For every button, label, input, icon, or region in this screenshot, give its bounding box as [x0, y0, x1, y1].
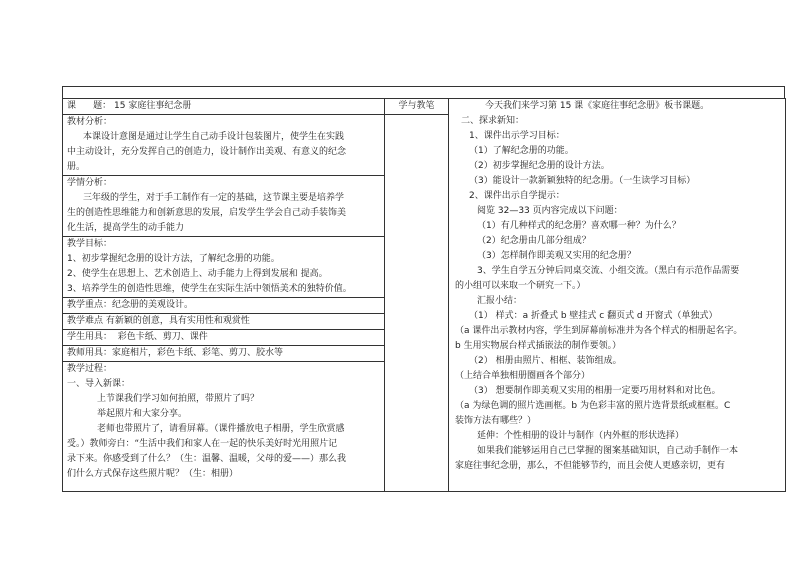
focus-cell — [63, 298, 385, 314]
process-line: 举起照片和大家分享。 — [97, 409, 188, 419]
procedure-line: 家庭往事纪念册，那么，不但能够节约，而且会使人更感亲切，更有 — [455, 461, 726, 471]
student-tools-cell — [63, 330, 385, 346]
process-line: 们什么方式保存这些照片呢？（生：相册） — [67, 469, 239, 479]
process-line: 上节课我们学习如何拍照，带照片了吗？ — [97, 394, 260, 404]
teacher-tools-cell — [63, 346, 385, 362]
procedure-line: （3）怎样制作即美观又实用的纪念册？ — [477, 251, 636, 261]
goal-item: 2、使学生在思想上、艺术创造上、动手能力上得到发展和 提高。 — [67, 269, 328, 279]
procedure-line: 汇报小结： — [477, 296, 523, 306]
lesson-title: 15 家庭往事纪念册 — [114, 101, 192, 111]
title-label: 课 题： — [67, 101, 112, 111]
analysis-heading: 教材分析： — [67, 117, 113, 127]
teaching-difficulty: 教学难点 有新颖的创意，具有实用性和观赏性 — [67, 316, 250, 326]
goals-cell — [63, 237, 385, 298]
teacher-tools: 教师用具：家庭相片，彩色卡纸、彩笔、剪刀、胶水等 — [67, 348, 284, 358]
procedure-line: 的小组可以来取一个研究一下。） — [455, 281, 586, 291]
learner-heading: 学情分析： — [67, 178, 113, 188]
notes-header: 学与教笔 — [398, 101, 435, 111]
procedure-line: 2、课件出示自学提示： — [469, 191, 565, 201]
procedure-line: （a 为绿色调的照片选画框。b 为色彩丰富的照片选背景纸或框框。C — [455, 401, 731, 411]
process-cell — [63, 362, 385, 492]
procedure-line: 3、学生自学五分钟后同桌交流、小组交流。（黑白有示范作品需要 — [477, 266, 740, 276]
student-tools: 学生用具： 彩色卡纸、剪刀、课件 — [67, 332, 208, 342]
procedure-line: 延伸：个性相册的设计与制作（内外框的形状选择） — [477, 431, 685, 441]
procedure-line: （2）初步掌握纪念册的设计方法。 — [469, 161, 610, 171]
procedure-line: 二、探求新知： — [461, 116, 525, 126]
process-line: 一、导入新课： — [67, 379, 131, 389]
process-line: 老师也带照片了，请看屏幕。（课件播放电子相册，学生欣赏感 — [97, 424, 345, 434]
procedure-line: 1、课件出示学习目标： — [469, 131, 565, 141]
analysis-line: 中主动设计，充分发挥自己的创造力，设计制作出美观、有意义的纪念 — [67, 147, 347, 157]
right-content — [455, 99, 781, 474]
process-line: 录下来。你感受到了什么？（生：温馨、温暖，父母的爱——）那么我 — [67, 454, 347, 464]
procedure-line: （3）能设计一款新颖独特的纪念册。（一生读学习目标） — [469, 176, 696, 186]
teaching-focus: 教学重点：纪念册的美观设计。 — [67, 300, 194, 310]
goal-item: 3、培养学生的创造性思维，使学生在实际生活中领悟美术的独特价值。 — [67, 284, 352, 294]
header-row — [62, 86, 785, 98]
procedure-line: （上结合单独相册圈画各个部分） — [455, 371, 591, 381]
lesson-plan-table — [62, 98, 786, 492]
goals-heading: 教学目标： — [67, 239, 113, 249]
procedure-line: 今天我们来学习第 15 课《家庭往事纪念册》板书课题。 — [485, 101, 710, 111]
notes-header-cell — [385, 99, 449, 115]
procedure-line: 阅览 32—33 页内容完成以下问题： — [477, 206, 623, 216]
procedure-line: b 生用实物展台样式插嵌法的制作要领。） — [455, 341, 622, 351]
right-content-cell — [449, 99, 786, 492]
difficulty-cell — [63, 314, 385, 330]
learner-line: 生的创造性思维能力和创新意思的发展，启发学生学会自己动手装饰美 — [67, 208, 347, 218]
procedure-line: （a 课件出示教材内容，学生到屏幕前标准并为各个样式的相册起名字。 — [455, 326, 743, 336]
analysis-line: 册。 — [67, 162, 86, 172]
process-heading: 教学过程： — [67, 364, 113, 374]
procedure-line: 装饰方法有哪些？） — [455, 416, 537, 426]
procedure-line: （3） 想要制作即美观又实用的相册一定要巧用材料和对比色。 — [469, 386, 721, 396]
procedure-line: （2）纪念册由几部分组成？ — [477, 236, 591, 246]
title-cell — [63, 99, 385, 115]
goal-item: 1、初步掌握纪念册的设计方法，了解纪念册的功能。 — [67, 254, 280, 264]
analysis-line: 本课设计意图是通过让学生自己动手设计包装图片，使学生在实践 — [83, 132, 345, 142]
notes-column — [385, 115, 449, 492]
learner-line: 化生活，提高学生的动手能力 — [67, 223, 185, 233]
learner-line: 三年级的学生，对于手工制作有一定的基础，这节课主要是培养学 — [83, 193, 345, 203]
procedure-line: （2） 相册由照片、相框、装饰组成。 — [469, 356, 622, 366]
procedure-line: （1）了解纪念册的功能。 — [469, 146, 574, 156]
procedure-line: （1）有几种样式的纪念册？喜欢哪一种？为什么？ — [477, 221, 681, 231]
learner-cell — [63, 176, 385, 237]
procedure-line: （1） 样式：a 折叠式 b 壁挂式 c 翻页式 d 开窗式（单独式） — [469, 311, 718, 321]
analysis-cell — [63, 115, 385, 176]
procedure-line: 如果我们能够运用自己已掌握的图案基础知识，自己动手制作一本 — [477, 446, 739, 456]
process-line: 受。）教师旁白：“生活中我们和家人在一起的快乐美好时光用照片记 — [67, 439, 338, 449]
